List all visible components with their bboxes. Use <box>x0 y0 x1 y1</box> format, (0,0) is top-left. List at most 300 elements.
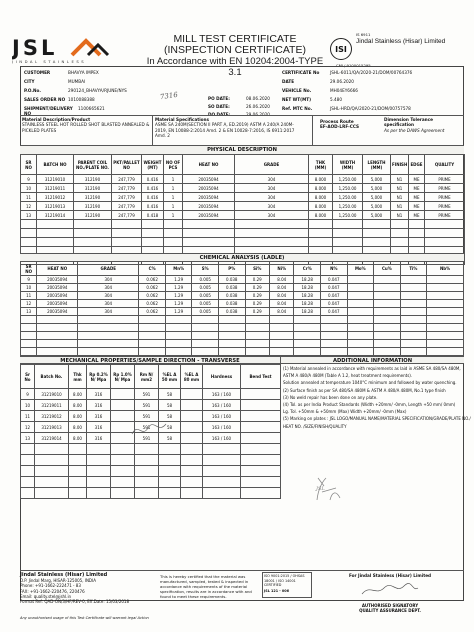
table-cell <box>139 348 166 356</box>
table-cell <box>21 466 35 477</box>
table-cell <box>78 332 139 340</box>
physical-row <box>21 175 465 184</box>
table-cell <box>192 316 219 324</box>
table-cell <box>374 316 401 324</box>
column-header: FINISH <box>391 155 409 175</box>
table-cell <box>181 466 203 477</box>
table-cell <box>400 316 427 324</box>
table-cell: 20035094 <box>183 211 235 220</box>
table-cell <box>203 466 241 477</box>
table-cell <box>87 477 111 488</box>
table-cell <box>135 455 159 466</box>
table-cell <box>363 229 391 238</box>
table-cell <box>111 466 135 477</box>
additional-info <box>283 365 471 430</box>
table-cell: 12 <box>21 422 35 433</box>
table-cell: 0.038 <box>218 308 245 316</box>
table-cell <box>37 348 78 356</box>
table-cell <box>400 284 427 292</box>
table-cell: 8.000 <box>309 202 333 211</box>
net-weight-row: NET WT(MT) 5.480 <box>282 97 342 102</box>
table-cell <box>21 477 35 488</box>
table-cell: 0.29 <box>245 300 269 308</box>
table-cell <box>427 316 464 324</box>
table-cell: 316 <box>87 411 111 422</box>
table-cell: 304 <box>78 284 139 292</box>
table-cell <box>241 477 281 488</box>
table-cell <box>21 340 37 348</box>
table-cell <box>427 340 464 348</box>
table-cell <box>37 316 78 324</box>
svg-text:JINDAL STAINLESS: JINDAL STAINLESS <box>12 59 87 64</box>
table-cell: 8.000 <box>309 193 333 202</box>
vehicle-row: VEHICLE No. MH04EY6666 <box>282 88 358 93</box>
table-cell <box>427 292 464 300</box>
table-cell: N1 <box>391 184 409 193</box>
table-cell: 12 <box>21 202 37 211</box>
column-header: Thk mm <box>69 365 87 389</box>
table-cell <box>69 455 87 466</box>
table-cell: 591 <box>135 433 159 444</box>
table-cell: PRIME <box>425 202 465 211</box>
table-cell: ME <box>409 175 425 184</box>
table-cell <box>183 220 235 229</box>
table-cell <box>69 488 87 499</box>
dimension-tolerance: Dimension Tolerance specification As per the DAWS Agreement <box>384 117 445 133</box>
table-cell <box>135 488 159 499</box>
authorised-signatory: AUTHORISED SIGNATORY QUALITY ASSURANCE DEPT. <box>359 603 421 613</box>
column-header: SR NO <box>21 262 37 276</box>
table-cell <box>87 455 111 466</box>
table-cell <box>35 444 69 455</box>
table-cell <box>270 340 294 348</box>
table-cell <box>347 332 374 340</box>
table-cell <box>347 292 374 300</box>
isi-certification-mark <box>328 32 463 68</box>
empty-row <box>21 455 281 466</box>
table-cell: 20035094 <box>183 175 235 184</box>
table-cell <box>21 332 37 340</box>
table-cell <box>270 348 294 356</box>
table-cell <box>181 422 203 433</box>
handwritten-note: 7316 <box>159 90 179 102</box>
table-cell <box>21 238 37 247</box>
mechanical-row <box>21 400 281 411</box>
table-cell: 31219011 <box>35 400 69 411</box>
empty-row <box>21 238 465 247</box>
table-cell <box>409 238 425 247</box>
table-cell <box>111 389 135 400</box>
table-cell: 304 <box>78 276 139 284</box>
table-cell: 0.005 <box>192 300 219 308</box>
column-header: THK (MM) <box>309 155 333 175</box>
table-cell <box>165 324 192 332</box>
table-cell: 304 <box>78 292 139 300</box>
table-cell: 20035094 <box>183 184 235 193</box>
table-cell <box>164 220 183 229</box>
physical-section-title: PHYSICAL DESCRIPTION <box>20 146 464 154</box>
table-cell: 0.038 <box>218 284 245 292</box>
table-cell: 304 <box>235 211 309 220</box>
table-cell: 0.047 <box>321 308 348 316</box>
table-cell <box>111 444 135 455</box>
table-cell <box>218 332 245 340</box>
isi-mark-icon: ISI <box>330 38 352 60</box>
table-cell: N1 <box>391 175 409 184</box>
footer-line: Phone: +91-1662-222471 - 83 <box>20 583 81 589</box>
table-cell <box>139 332 166 340</box>
table-cell <box>241 466 281 477</box>
authorized-signature <box>360 582 420 598</box>
additional-info-line: HEAT NO. /SIZE/FINISH/QUALITY <box>283 423 347 429</box>
table-cell <box>235 220 309 229</box>
table-cell: 20035094 <box>183 202 235 211</box>
footer-line: O.P. Jindal Marg, HISAR-125005, INDIA <box>20 578 96 583</box>
table-cell: 20035094 <box>37 276 78 284</box>
table-cell <box>241 422 281 433</box>
table-cell: 8.00 <box>69 422 87 433</box>
table-cell: 20035094 <box>37 308 78 316</box>
jsl-logo <box>12 36 117 66</box>
physical-row <box>21 211 465 220</box>
table-cell: 10 <box>21 400 35 411</box>
table-cell: 58 <box>159 389 181 400</box>
table-cell <box>37 324 78 332</box>
chemical-table <box>20 261 464 356</box>
table-cell: ME <box>409 184 425 193</box>
column-header: Sr No <box>21 365 35 389</box>
table-cell: 316 <box>87 400 111 411</box>
footer-line: Email: quality.stel@jshl.in <box>20 593 72 599</box>
additional-info-line: (4) Tol. as per India Product Standards (Width +20mm/ -0mm, Length +50 mm/ 0mm) <box>283 402 456 408</box>
column-header: Rp 1.0% N/ Mpa <box>111 365 135 389</box>
table-cell: 31219010 <box>35 389 69 400</box>
po-row: P.O.No. 290124_BHAVYA/RJUNE/NYS <box>24 88 127 93</box>
table-cell <box>374 276 401 284</box>
table-cell: 31219014 <box>37 211 74 220</box>
column-header: PARENT COIL NO./PLATE NO. <box>74 155 112 175</box>
table-cell: 1,250.00 <box>333 211 363 220</box>
chemical-row <box>21 300 464 308</box>
table-cell <box>159 444 181 455</box>
table-cell: 1.29 <box>165 284 192 292</box>
title-line-3: In Accordance with EN 10204:2004-TYPE 3.1 <box>146 56 324 78</box>
table-cell: 9 <box>21 175 37 184</box>
certification-statement: This is hereby certified that the material was manufactured, sampled, tested & inspected in accordance with requirements of the material specification, results are in accordance with and found to meet these requirements. <box>160 574 252 599</box>
table-cell: 31219012 <box>35 411 69 422</box>
table-cell <box>218 316 245 324</box>
table-cell: 304 <box>235 184 309 193</box>
table-cell <box>241 389 281 400</box>
table-cell <box>427 348 464 356</box>
table-cell: 1 <box>164 184 183 193</box>
table-cell <box>203 444 241 455</box>
table-cell <box>400 324 427 332</box>
certificate-date-row: DATE 29.06.2020 <box>282 79 354 84</box>
table-cell: N1 <box>391 211 409 220</box>
table-cell: 0.038 <box>218 300 245 308</box>
jsl-logo-graphic <box>12 36 117 66</box>
table-cell: 0.047 <box>321 276 348 284</box>
table-cell: 20035094 <box>183 193 235 202</box>
divider <box>20 115 464 116</box>
table-cell: 11 <box>21 411 35 422</box>
table-cell <box>270 316 294 324</box>
table-cell: 0.29 <box>245 308 269 316</box>
table-cell <box>78 340 139 348</box>
footer-line: FAX: +91-1662-220476, 220476 <box>20 588 85 594</box>
table-cell: 31219010 <box>37 175 74 184</box>
divider <box>152 115 153 145</box>
table-cell: 1,250.00 <box>333 184 363 193</box>
table-cell <box>181 411 203 422</box>
table-cell <box>165 316 192 324</box>
legal-note: Any unauthorised usage of this Test Certificate will warrant legal Action <box>20 616 149 620</box>
table-cell: 1,250.00 <box>333 202 363 211</box>
table-cell: 18.28 <box>294 308 321 316</box>
table-cell: 304 <box>235 175 309 184</box>
table-cell <box>78 316 139 324</box>
table-cell: 0.062 <box>139 284 166 292</box>
table-cell: 0.416 <box>142 175 164 184</box>
table-cell <box>245 332 269 340</box>
table-cell <box>245 348 269 356</box>
table-cell: 247,779 <box>112 184 142 193</box>
table-cell <box>400 276 427 284</box>
company-footer <box>20 570 150 604</box>
table-cell <box>321 324 348 332</box>
table-cell <box>87 444 111 455</box>
table-cell: ME <box>409 193 425 202</box>
physical-row <box>21 184 465 193</box>
table-cell <box>235 229 309 238</box>
column-header: WIDTH (MM) <box>333 155 363 175</box>
table-cell <box>333 238 363 247</box>
column-header: Hardness <box>203 365 241 389</box>
table-cell: 8.00 <box>69 389 87 400</box>
shipment-row: SHIPMENT/DELIVERY NO 1100665621 <box>24 106 105 117</box>
chemical-row <box>21 284 464 292</box>
table-cell: 0.047 <box>321 292 348 300</box>
table-cell <box>112 238 142 247</box>
table-cell: 20035094 <box>37 284 78 292</box>
title-line-2: (INSPECTION CERTIFICATE) <box>164 44 306 56</box>
chemical-row <box>21 292 464 300</box>
table-cell: 8.04 <box>270 284 294 292</box>
column-header: Mo% <box>347 262 374 276</box>
cert-company-name: Jindal Stainless (Hisar) Limited <box>356 38 446 45</box>
cert-cml-number: CML/ 9100015295 <box>336 63 371 68</box>
table-cell: 1,250.00 <box>333 175 363 184</box>
svg-text:JSL: JSL <box>316 486 325 492</box>
column-header: Rm N/ mm2 <box>135 365 159 389</box>
table-cell <box>391 229 409 238</box>
table-cell: 58 <box>159 411 181 422</box>
table-cell <box>181 488 203 499</box>
table-cell <box>400 348 427 356</box>
table-cell: 8.04 <box>270 308 294 316</box>
table-cell: 20035094 <box>37 300 78 308</box>
table-cell <box>159 488 181 499</box>
table-cell <box>400 300 427 308</box>
table-cell: 591 <box>135 389 159 400</box>
table-cell: 18.28 <box>294 276 321 284</box>
table-cell: 0.062 <box>139 276 166 284</box>
table-cell <box>21 220 37 229</box>
table-cell <box>374 324 401 332</box>
column-header: Rp 0.2% N/ Mpa <box>87 365 111 389</box>
table-cell <box>347 284 374 292</box>
so-date-row: SO DATE: 26.06.2020 <box>208 104 270 109</box>
footer-company-name: Jindal Stainless (Hisar) Limited <box>20 572 108 578</box>
table-cell: 0.29 <box>245 284 269 292</box>
table-cell <box>74 220 112 229</box>
table-cell <box>87 488 111 499</box>
table-cell <box>112 229 142 238</box>
table-cell: 0.29 <box>245 292 269 300</box>
table-cell: 304 <box>235 202 309 211</box>
table-cell <box>321 316 348 324</box>
table-cell <box>374 340 401 348</box>
table-cell: 9 <box>21 276 37 284</box>
table-cell: 0.005 <box>192 284 219 292</box>
table-cell <box>400 340 427 348</box>
table-cell <box>21 316 37 324</box>
table-cell <box>35 488 69 499</box>
additional-info-line: Solution annealed at temperature 1040°C minimum and followed by water quenching. <box>283 380 457 386</box>
table-cell <box>21 229 37 238</box>
table-cell: 8.04 <box>270 292 294 300</box>
table-cell <box>294 316 321 324</box>
table-cell <box>183 229 235 238</box>
empty-row <box>21 229 465 238</box>
table-cell: 11 <box>21 193 37 202</box>
city-row: CITY MUMBAI <box>24 79 86 84</box>
table-cell: 0.005 <box>192 292 219 300</box>
table-cell <box>37 229 74 238</box>
table-cell <box>192 340 219 348</box>
table-cell <box>427 332 464 340</box>
table-cell <box>294 340 321 348</box>
signature-mark <box>130 420 170 440</box>
cert-standard: IS 6911 <box>356 32 371 37</box>
table-cell <box>363 220 391 229</box>
table-cell <box>164 229 183 238</box>
table-cell: 304 <box>78 300 139 308</box>
column-header: Mn% <box>165 262 192 276</box>
column-header: %EL A 50 mm <box>159 365 181 389</box>
table-cell: 18.28 <box>294 292 321 300</box>
svg-text:JSL: JSL <box>12 36 58 60</box>
table-cell: 8.000 <box>309 175 333 184</box>
table-cell <box>235 238 309 247</box>
sales-order-row: SALES ORDER NO 1010088388 <box>24 97 95 102</box>
table-cell: 8.000 <box>309 184 333 193</box>
table-cell: 8.00 <box>69 411 87 422</box>
table-cell <box>135 466 159 477</box>
table-cell <box>183 238 235 247</box>
table-cell: 312190 <box>74 202 112 211</box>
table-cell: 20035094 <box>37 292 78 300</box>
material-description: Material Description/Product STAINLESS STEEL HOT ROLLED SHOT BLASTED ANNEALED & PICKLED PLATES <box>22 117 150 133</box>
table-cell: 31219012 <box>37 193 74 202</box>
table-cell <box>111 477 135 488</box>
table-cell: 0.047 <box>321 300 348 308</box>
ref-mtc-row: Ref. MTC No. JSHL-HRD/QA/2020-21/DOM/00757578 <box>282 106 411 111</box>
table-cell: 5,000 <box>363 175 391 184</box>
column-header: Si% <box>245 262 269 276</box>
table-cell: 1,250.00 <box>333 193 363 202</box>
table-cell: 163 / 160 <box>203 400 241 411</box>
table-cell: N1 <box>391 202 409 211</box>
table-cell <box>21 455 35 466</box>
table-cell <box>309 238 333 247</box>
table-cell: 247,779 <box>112 193 142 202</box>
additional-info-line: (5) Marking on plates : JSL LOGO/MANUAL NAME/MATERIAL SPECIFICATION/GRADE/PLATE NO./ <box>283 416 471 422</box>
table-cell <box>37 332 78 340</box>
table-cell <box>427 284 464 292</box>
physical-table <box>20 154 465 265</box>
table-cell <box>181 455 203 466</box>
column-header: QUALITY <box>425 155 465 175</box>
table-cell <box>165 332 192 340</box>
table-cell: 0.062 <box>139 300 166 308</box>
mechanical-section-title: MECHANICAL PROPERTIES/SAMPLE DIRECTION - TRANSVERSE <box>20 356 280 364</box>
table-cell <box>374 292 401 300</box>
table-cell <box>78 324 139 332</box>
table-cell <box>245 324 269 332</box>
table-cell: 0.062 <box>139 292 166 300</box>
certificate-no-row: CERTIFICATE No JSHL-6011/QA/2020-21/DOM/00764376 <box>282 70 413 75</box>
table-cell <box>159 466 181 477</box>
table-cell <box>374 300 401 308</box>
table-cell <box>112 220 142 229</box>
table-cell <box>203 455 241 466</box>
table-cell: 5,000 <box>363 193 391 202</box>
table-cell <box>37 238 74 247</box>
table-cell: PRIME <box>425 184 465 193</box>
material-specification: Material Specifications ASME SA 240M(SECTION II PART A, ED.2019) ASTM A 240/A 240M-2019, EN 10088-2:2014 Amd. 2 & EN 10028-7:2016, IS 6911:2017 Amd. 2 <box>155 117 295 139</box>
physical-row <box>21 193 465 202</box>
table-cell <box>37 340 78 348</box>
table-cell <box>241 400 281 411</box>
column-header: Ni% <box>270 262 294 276</box>
table-cell: 1.29 <box>165 300 192 308</box>
certificate-details <box>282 70 462 115</box>
empty-row <box>21 488 281 499</box>
table-cell: 316 <box>87 389 111 400</box>
table-cell <box>374 348 401 356</box>
table-cell: 9 <box>21 389 35 400</box>
table-cell: 0.047 <box>321 284 348 292</box>
table-cell: 591 <box>135 422 159 433</box>
table-cell: 8.00 <box>69 400 87 411</box>
divider <box>312 115 313 145</box>
column-header: NO OF PCS <box>164 155 183 175</box>
column-header: LENGTH (MM) <box>363 155 391 175</box>
table-cell: 304 <box>78 308 139 316</box>
table-cell <box>400 292 427 300</box>
additional-info-line: Lg. Tol. +50mm & +50mm (Max) Width +20mm/ -0mm (Max) <box>283 409 407 415</box>
table-cell <box>74 238 112 247</box>
column-header: %EL A 80 mm <box>181 365 203 389</box>
table-cell: 0.418 <box>142 211 164 220</box>
table-cell: 247,779 <box>112 211 142 220</box>
table-cell: 8.04 <box>270 300 294 308</box>
table-cell <box>294 332 321 340</box>
table-cell: 12 <box>21 300 37 308</box>
table-cell <box>69 444 87 455</box>
